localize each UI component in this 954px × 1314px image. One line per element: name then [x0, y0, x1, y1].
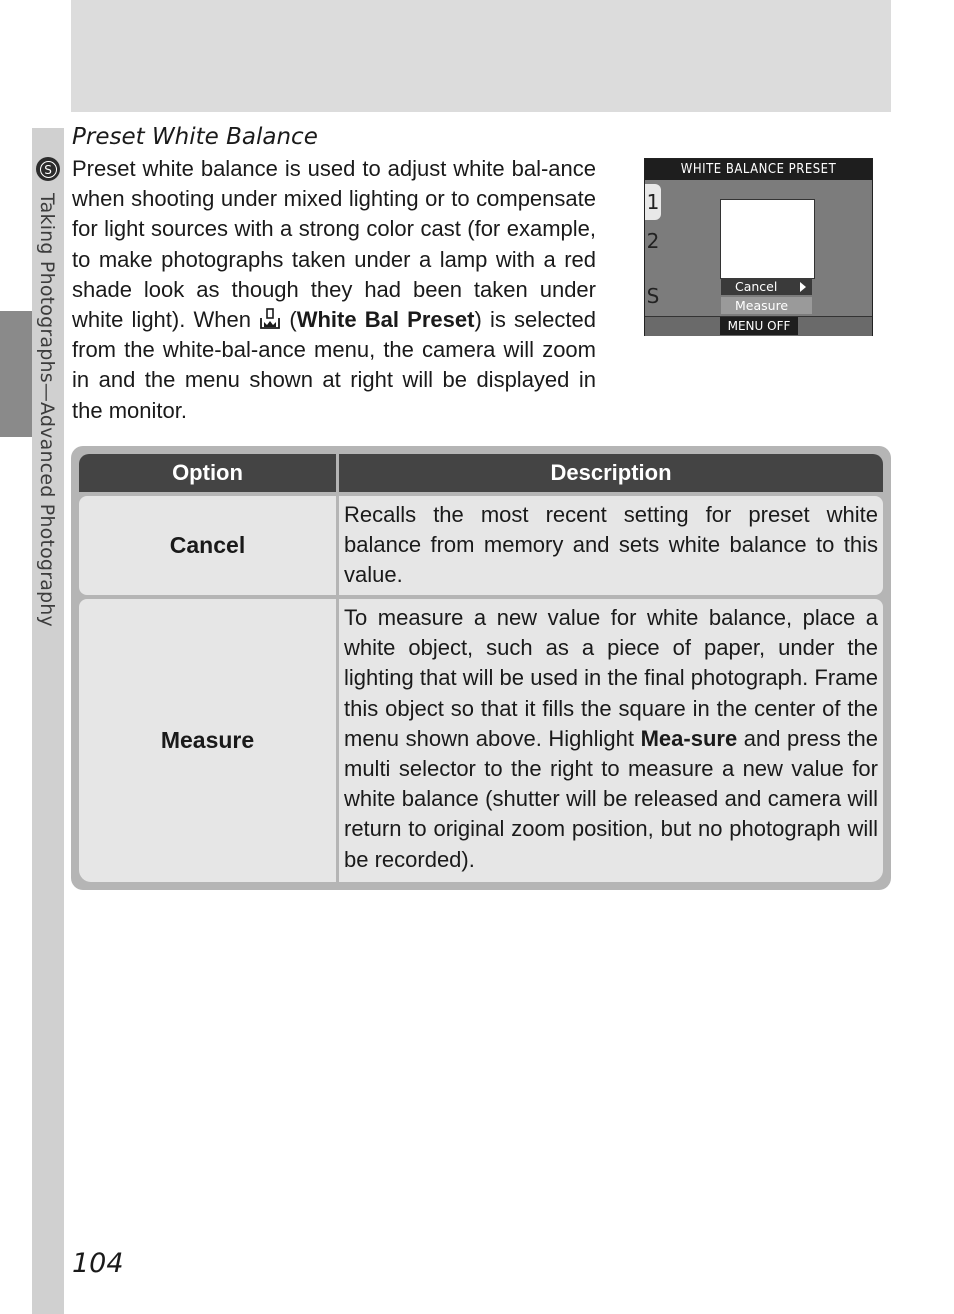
screen-side-tabs: [645, 180, 661, 315]
page-number: 104: [72, 1248, 124, 1279]
measurement-square: [720, 199, 815, 279]
intro-text-1: Preset white balance is used to adjust white bal-ance when shooting under mixed lighting or to compensate for light sources with a strong color cast (for example, to make photographs taken under a lamp with a red shade look as though they had been taken under white light). When: [72, 156, 596, 333]
intro-text-2: ) is selected from the white-bal-ance menu, the camera will zoom in and the menu shown at right will be displayed in the monitor.: [72, 307, 596, 423]
table-header-option: Option: [79, 454, 336, 492]
measure-desc-bold: Mea-sure: [640, 725, 738, 751]
chapter-label: Taking Photographs—Advanced Photography: [36, 193, 58, 627]
camera-monitor-screen: [644, 158, 873, 336]
options-table: [71, 446, 891, 890]
screen-tab-s: S: [646, 284, 660, 308]
screen-tab-2: 2: [646, 229, 660, 253]
measure-desc-text-2: and press the multi selector to the right to measure a new value for white balance (shutter will be released and camera will return to original zoom position, but no photograph will be recorded).: [344, 725, 878, 872]
chapter-tab-marker: [0, 311, 32, 437]
screen-menu-cancel: [721, 278, 812, 295]
table-header-description: Description: [339, 454, 883, 492]
screen-tab-1: 1: [645, 184, 661, 220]
measure-desc-text-1: To measure a new value for white balance, place a white object, such as a piece of paper, under the lighting that will be used in the final photograph. Frame this object so that it fills the square in the center of the menu shown above. Highlight: [344, 605, 878, 751]
header-band: [71, 0, 891, 112]
screen-menu-measure: Measure: [721, 297, 812, 314]
right-arrow-icon: [800, 282, 806, 292]
table-row-cancel-option: Cancel: [79, 496, 336, 595]
screen-title: WHITE BALANCE PRESET: [645, 159, 872, 180]
scene-mode-icon-letter: S: [40, 161, 57, 178]
screen-menu-cancel-label: Cancel: [735, 279, 778, 294]
scene-mode-icon: [36, 157, 60, 181]
intro-paragraph: [72, 154, 596, 426]
table-row-cancel-description: Recalls the most recent setting for preset white balance from memory and sets white balance to this value.: [339, 496, 883, 595]
white-balance-preset-icon: [259, 308, 281, 330]
screen-menu-off: MENU OFF: [720, 317, 798, 335]
table-row-measure-description: [339, 599, 883, 882]
intro-text-paren: (: [281, 307, 297, 333]
section-title: Preset White Balance: [72, 124, 318, 150]
intro-text-bold: White Bal Preset: [296, 307, 475, 333]
table-row-measure-option: Measure: [79, 599, 336, 882]
